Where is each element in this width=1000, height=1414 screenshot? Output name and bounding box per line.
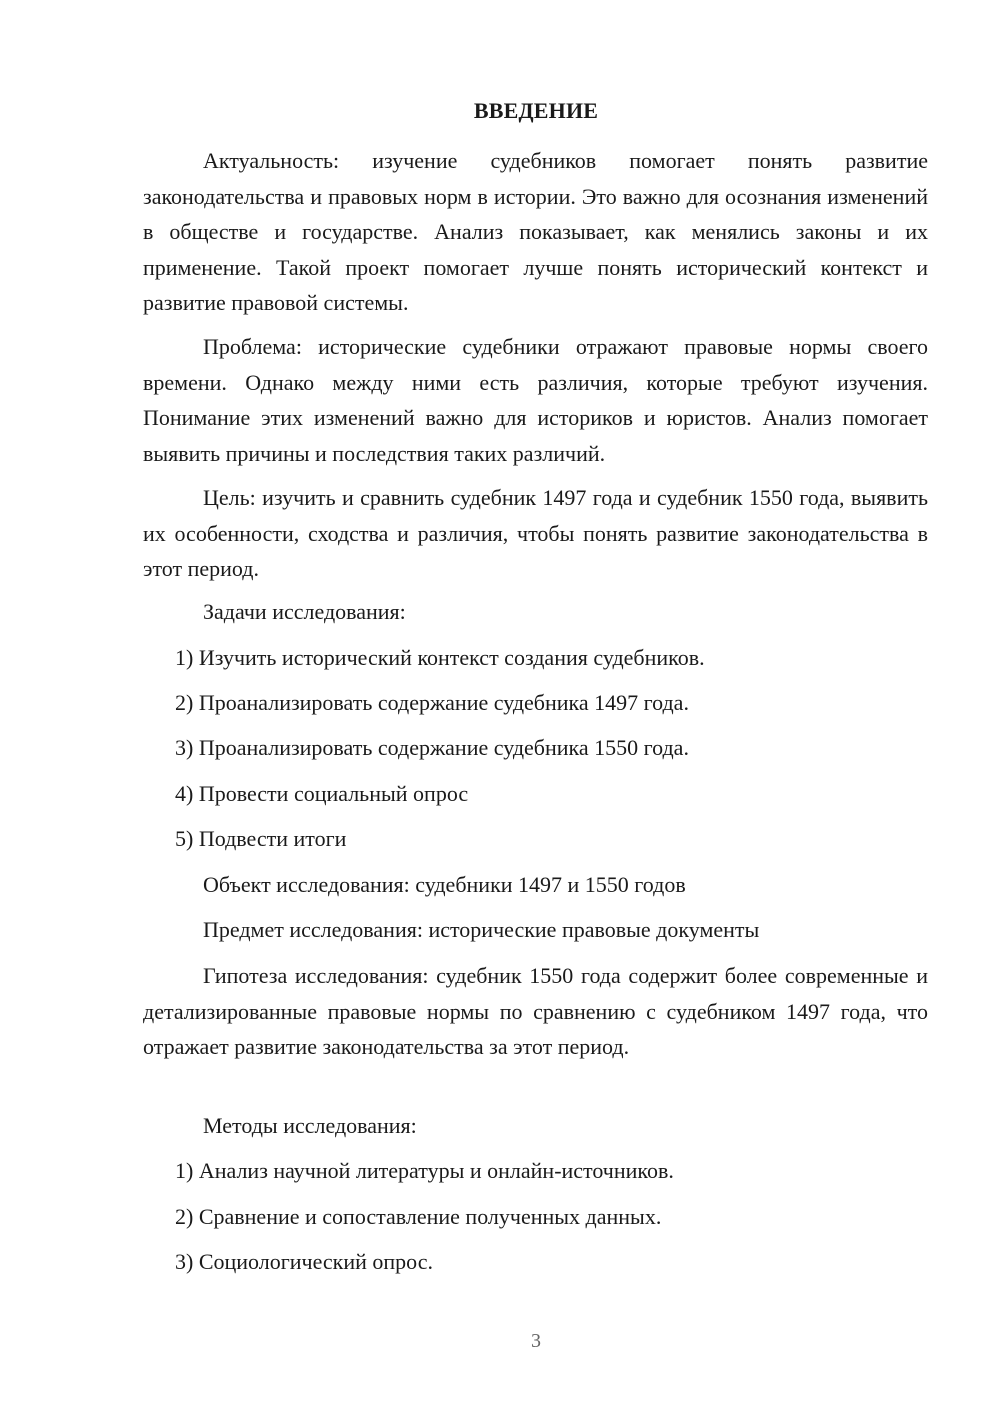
task-item: 3) Проанализировать содержание судебника 1550 года. <box>175 735 689 760</box>
subject-line: Предмет исследования: исторические правовые документы <box>203 917 760 942</box>
relevance-paragraph: Актуальность: изучение судебников помогает понять развитие законодательства и правовых норм в истории. Это важно для осознания изменений в обществе и государстве. Анализ показывает, как менялись законы и их применение. Такой проект помогает лучше понять исторический контекст и развитие правовой системы. <box>143 148 928 315</box>
tasks-heading: Задачи исследования: <box>203 599 406 624</box>
task-item: 4) Провести социальный опрос <box>175 781 469 806</box>
problem-paragraph: Проблема: исторические судебники отражают правовые нормы своего времени. Однако между ними есть различия, которые требуют изучения. Понимание этих изменений важно для историков и юристов. Анализ помогает выявить причины и последствия таких различий. <box>143 334 928 466</box>
hypothesis-paragraph: Гипотеза исследования: судебник 1550 года содержит более современные и детализированные правовые нормы по сравнению с судебником 1497 года, что отражает развитие законодательства за этот период. <box>143 963 928 1059</box>
object-line: Объект исследования: судебники 1497 и 1550 годов <box>203 872 686 897</box>
task-item: 1) Изучить исторический контекст создания судебников. <box>175 645 705 670</box>
page-number: 3 <box>531 1330 541 1352</box>
method-item: 2) Сравнение и сопоставление полученных данных. <box>175 1204 662 1229</box>
method-item: 3) Социологический опрос. <box>175 1249 433 1274</box>
methods-heading: Методы исследования: <box>203 1113 417 1138</box>
task-item: 5) Подвести итоги <box>175 826 347 851</box>
task-item: 2) Проанализировать содержание судебника 1497 года. <box>175 690 689 715</box>
goal-paragraph: Цель: изучить и сравнить судебник 1497 года и судебник 1550 года, выявить их особенности, сходства и различия, чтобы понять развитие законодательства в этот период. <box>143 485 928 581</box>
method-item: 1) Анализ научной литературы и онлайн-источников. <box>175 1158 674 1183</box>
page-title: ВВЕДЕНИЕ <box>473 98 599 123</box>
